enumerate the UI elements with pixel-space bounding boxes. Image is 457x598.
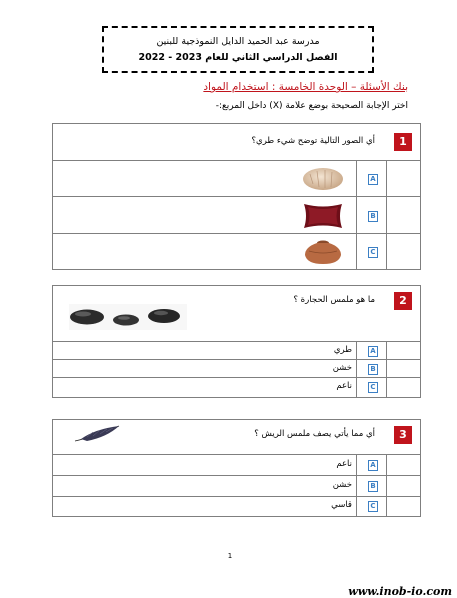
option-letter: B (368, 481, 378, 492)
term-label: الفصل الدراسي الثاني للعام 2023 - 2022 (138, 52, 338, 63)
question-3-option-a (53, 455, 420, 476)
question-1-header (53, 124, 420, 161)
question-1-option-a (53, 161, 420, 197)
question-2-number: 2 (394, 292, 412, 310)
question-2 (52, 285, 421, 398)
instruction-text: اختر الإجابة الصحيحة بوضع علامة (X) داخل المربع:- (215, 101, 408, 111)
question-3-option-b (53, 476, 420, 497)
answer-text: ناعم (336, 381, 352, 391)
question-1-option-c (53, 234, 420, 269)
school-header (102, 26, 374, 73)
stones-image (69, 304, 187, 330)
question-1 (52, 123, 421, 270)
option-letter: B (368, 364, 378, 375)
option-letter: C (368, 382, 378, 393)
question-3-header (53, 420, 420, 455)
question-2-option-a (53, 342, 420, 360)
footer-url[interactable]: www.inob-io.com (348, 585, 452, 598)
answer-text: خشن (332, 480, 352, 490)
question-1-option-b (53, 197, 420, 234)
school-name: مدرسة عبد الحميد الدايل النموذجية للبنين (156, 36, 320, 47)
answer-text: ناعم (336, 459, 352, 469)
feather-image (73, 423, 123, 443)
option-letter: A (368, 346, 378, 357)
option-letter: A (368, 174, 378, 185)
option-letter: B (368, 211, 378, 222)
question-2-text: ما هو ملمس الحجارة ؟ (293, 295, 375, 305)
question-1-text: أي الصور التالية توضح شيء طري؟ (251, 136, 375, 146)
page-number: 1 (227, 552, 233, 560)
sponge-image (301, 166, 345, 192)
question-2-option-c (53, 378, 420, 397)
clay-pot-image (301, 238, 345, 266)
option-letter: A (368, 460, 378, 471)
question-1-number: 1 (394, 133, 412, 151)
option-letter: C (368, 501, 378, 512)
cushion-image (300, 200, 346, 232)
question-2-option-b (53, 360, 420, 378)
option-letter: C (368, 247, 378, 258)
question-3-option-c (53, 497, 420, 516)
answer-text: قاسي (331, 500, 352, 510)
question-3 (52, 419, 421, 517)
answer-text: طري (333, 345, 352, 355)
answer-text: خشن (332, 363, 352, 373)
question-3-number: 3 (394, 426, 412, 444)
question-2-header (53, 286, 420, 342)
unit-title: بنك الأسئلة – الوحدة الخامسة : استخدام المواد (203, 81, 408, 93)
question-3-text: أي مما يأتي يصف ملمس الريش ؟ (254, 429, 375, 439)
